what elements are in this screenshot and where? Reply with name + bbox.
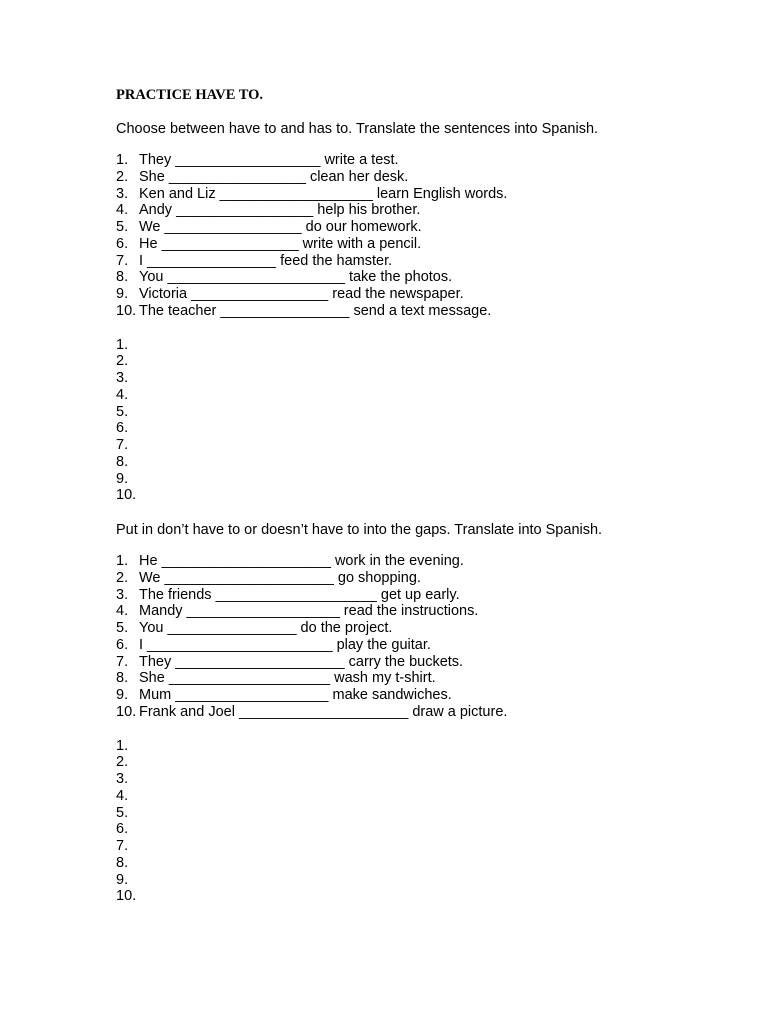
translation-line: [116, 471, 736, 488]
item-sentence: They _____________________ carry the buckets.: [139, 653, 464, 670]
item-sentence: The friends ____________________ get up early.: [139, 586, 460, 603]
exercise-item: [116, 219, 736, 236]
translation-line: [116, 855, 736, 872]
translation-line: [116, 387, 736, 404]
exercise-item: [116, 236, 736, 253]
item-number: 9.: [116, 286, 129, 302]
exercise-item: [116, 202, 736, 219]
translation-number: 5.: [116, 403, 129, 420]
section2-translation-list: [116, 738, 736, 906]
item-sentence: We _____________________ go shopping.: [139, 569, 421, 586]
translation-number: 3.: [116, 370, 129, 386]
item-number: 8.: [116, 269, 129, 286]
translation-number: 8.: [116, 453, 129, 470]
translation-line: [116, 888, 736, 905]
item-number: 2.: [116, 168, 129, 185]
section1-instruction: Choose between have to and has to. Translate the sentences into Spanish.: [116, 121, 599, 137]
item-sentence: You ______________________ take the photos.: [139, 269, 453, 286]
section2-instruction: Put in don’t have to or doesn’t have to into the gaps. Translate into Spanish.: [116, 522, 603, 538]
item-sentence: She _________________ clean her desk.: [139, 168, 409, 185]
section2-exercise-list: [116, 553, 736, 721]
translation-line: [116, 370, 736, 387]
item-number: 4.: [116, 603, 129, 620]
item-number: 5.: [116, 219, 129, 235]
translation-number: 4.: [116, 787, 129, 804]
item-sentence: He _________________ write with a pencil.: [139, 235, 422, 252]
exercise-item: [116, 620, 736, 637]
item-number: 7.: [116, 252, 129, 269]
item-sentence: Victoria _________________ read the newspaper.: [139, 286, 464, 302]
exercise-item: [116, 603, 736, 620]
exercise-item: [116, 253, 736, 270]
translation-line: [116, 788, 736, 805]
item-sentence: Frank and Joel _____________________ draw a picture.: [139, 703, 508, 720]
exercise-item: [116, 704, 736, 721]
item-number: 6.: [116, 636, 129, 653]
exercise-item: [116, 169, 736, 186]
translation-number: 2.: [116, 754, 129, 771]
translation-number: 1.: [116, 737, 129, 754]
exercise-item: [116, 637, 736, 654]
translation-number: 6.: [116, 821, 129, 838]
translation-line: [116, 754, 736, 771]
translation-line: [116, 805, 736, 822]
exercise-item: [116, 286, 736, 303]
translation-number: 7.: [116, 437, 129, 453]
translation-line: [116, 821, 736, 838]
translation-line: [116, 487, 736, 504]
item-sentence: Andy _________________ help his brother.: [139, 202, 421, 219]
item-number: 1.: [116, 553, 129, 569]
translation-line: [116, 420, 736, 437]
translation-number: 9.: [116, 470, 129, 487]
item-sentence: They __________________ write a test.: [139, 152, 399, 168]
item-number: 5.: [116, 620, 129, 636]
item-number: 9.: [116, 687, 129, 703]
exercise-item: [116, 687, 736, 704]
item-number: 6.: [116, 235, 129, 252]
item-sentence: The teacher ________________ send a text message.: [139, 302, 492, 319]
translation-line: [116, 872, 736, 889]
item-number: 10.: [116, 703, 137, 720]
translation-number: 3.: [116, 771, 129, 787]
section1-exercise-list: [116, 152, 736, 320]
page-title: PRACTICE HAVE TO.: [116, 87, 264, 103]
worksheet-page: [116, 85, 736, 905]
translation-number: 7.: [116, 838, 129, 854]
translation-line: [116, 353, 736, 370]
item-sentence: He _____________________ work in the evening.: [139, 553, 464, 569]
translation-number: 8.: [116, 854, 129, 871]
translation-number: 10.: [116, 487, 137, 504]
item-number: 2.: [116, 569, 129, 586]
item-number: 3.: [116, 185, 129, 202]
item-sentence: I ________________ feed the hamster.: [139, 252, 393, 269]
item-number: 7.: [116, 653, 129, 670]
item-sentence: I _______________________ play the guitar.: [139, 636, 431, 653]
translation-number: 10.: [116, 888, 137, 905]
item-sentence: You ________________ do the project.: [139, 620, 393, 636]
exercise-item: [116, 670, 736, 687]
exercise-item: [116, 553, 736, 570]
translation-line: [116, 337, 736, 354]
translation-line: [116, 771, 736, 788]
item-number: 10.: [116, 302, 137, 319]
exercise-item: [116, 152, 736, 169]
exercise-item: [116, 587, 736, 604]
section1-translation-list: [116, 337, 736, 505]
translation-line: [116, 838, 736, 855]
item-number: 8.: [116, 670, 129, 687]
item-number: 3.: [116, 586, 129, 603]
exercise-item: [116, 570, 736, 587]
translation-line: [116, 738, 736, 755]
item-number: 4.: [116, 202, 129, 219]
exercise-item: [116, 303, 736, 320]
translation-line: [116, 437, 736, 454]
translation-number: 2.: [116, 353, 129, 370]
item-sentence: Mandy ___________________ read the instructions.: [139, 603, 479, 620]
item-sentence: Mum ___________________ make sandwiches.: [139, 687, 452, 703]
translation-number: 4.: [116, 386, 129, 403]
translation-number: 5.: [116, 804, 129, 821]
item-sentence: Ken and Liz ___________________ learn English words.: [139, 185, 508, 202]
exercise-item: [116, 269, 736, 286]
item-sentence: She ____________________ wash my t-shirt.: [139, 670, 436, 687]
translation-number: 9.: [116, 871, 129, 888]
exercise-item: [116, 186, 736, 203]
translation-number: 6.: [116, 420, 129, 437]
translation-line: [116, 404, 736, 421]
item-number: 1.: [116, 152, 129, 168]
translation-line: [116, 454, 736, 471]
exercise-item: [116, 654, 736, 671]
translation-number: 1.: [116, 336, 129, 353]
item-sentence: We _________________ do our homework.: [139, 219, 422, 235]
